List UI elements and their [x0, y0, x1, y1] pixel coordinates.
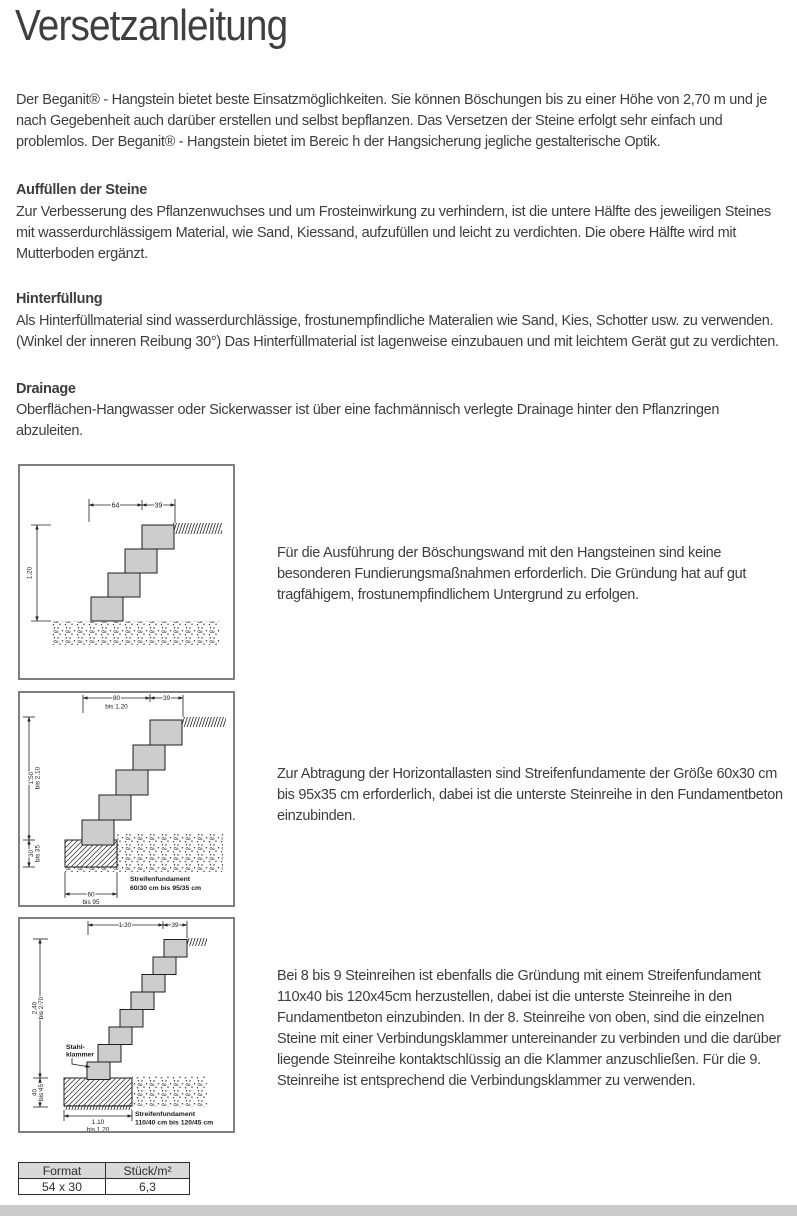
dimension-foundation-width: [64, 1110, 132, 1131]
dim-foundwidth-bis120: bis 1.20: [86, 1126, 110, 1131]
foundation-note-line1: Streifenfundament: [130, 876, 191, 883]
stone: [131, 992, 154, 1010]
slope-soil-hatch: [182, 717, 226, 727]
figure-2-drawing: [20, 693, 233, 905]
stone: [82, 820, 114, 845]
dim-top-39: 39: [154, 502, 163, 510]
table-row: [19, 1179, 190, 1195]
slope-soil-hatch: [173, 523, 222, 534]
table-header-stueck: Stück/m²: [106, 1163, 190, 1179]
ground-stipple: [132, 1076, 207, 1107]
figure-1-caption: Für die Ausführung der Böschungswand mit den Hangsteinen sind keine besonderen Fundierungsmaßnahmen erforderlich. Die Gründung hat auf gut tragfähigem, frostunempfindlichem Untergrund zu erfolgen.: [277, 545, 747, 603]
stone: [153, 957, 176, 975]
figure-3-drawing: [20, 919, 233, 1131]
dimension-height: [32, 939, 49, 1107]
dim-foundwidth-110: 1.10: [91, 1119, 105, 1126]
stone: [99, 795, 131, 820]
strip-foundation: [64, 1078, 132, 1106]
dim-height-120: 1,20: [26, 566, 34, 580]
format-table: [18, 1162, 190, 1195]
foundation-note: [130, 876, 201, 892]
section-heading-auffuellen: Auffüllen der Steine: [16, 182, 147, 198]
dim-top-64: 64: [111, 502, 120, 510]
dim-top-80: 80: [112, 695, 121, 703]
foundation-note: [135, 1111, 213, 1127]
stone: [142, 975, 165, 993]
dim-height-150: 1.50: [28, 771, 35, 785]
dim-foundwidth-60: 60: [87, 891, 95, 899]
dimension-top: [83, 694, 183, 717]
stone: [91, 597, 123, 621]
dim-height-240: 2.40: [31, 1001, 39, 1015]
section-heading-drainage: Drainage: [16, 381, 76, 397]
dimension-height: [27, 525, 52, 621]
dim-founddepth-40: 40: [31, 1088, 39, 1097]
stone: [164, 940, 187, 958]
foundation-note-line2: 60/30 cm bis 95/35 cm: [130, 885, 202, 892]
clamp-label-line1: Stahl-: [66, 1044, 85, 1051]
page-title: Versetzanleitung: [15, 1, 288, 50]
clamp-label-line2: klammer: [66, 1051, 94, 1059]
stone: [150, 720, 182, 745]
stones: [82, 720, 182, 845]
figure-2-caption: Zur Abtragung der Horizontallasten sind Streifenfundamente der Größe 60x30 cm bis 95x35 cm erforderlich, dabei ist die unterste Steinreihe in den Fundamentbeton einzubinden.: [277, 766, 783, 824]
stones: [91, 525, 174, 621]
table-cell-format: 54 x 30: [19, 1179, 106, 1195]
dim-top-bis120: bis 1.20: [105, 703, 128, 711]
dim-founddepth-bis45: bis 45: [38, 1083, 45, 1102]
stone: [116, 770, 148, 795]
foundation-note-line1: Streifenfundament: [135, 1111, 196, 1118]
stone: [109, 1027, 132, 1045]
dimension-height: [23, 717, 42, 867]
section-body-drainage: Oberflächen-Hangwasser oder Sickerwasser ist über eine fachmännisch verlegte Drainage hinter den Pflanzringen abzuleiten.: [16, 402, 720, 439]
table-cell-stueck: 6,3: [106, 1179, 190, 1195]
foundation-note-line2: 110/40 cm bis 120/45 cm: [135, 1119, 214, 1127]
section-heading-hinterfuellung: Hinterfüllung: [16, 291, 103, 307]
dim-top-130: 1.30: [118, 922, 132, 930]
dimension-top: [88, 921, 187, 938]
dimension-foundation-width: [65, 872, 117, 905]
section-body-hinterfuellung: Als Hinterfüllmaterial sind wasserdurchlässige, frostunempfindliche Materalien wie Sand, Kies, Schotter usw. zu verwenden. (Winkel der inneren Reibung 30°) Das Hinterfüllmaterial ist lagenweise einzubauen und mit leichtem Gerät gut zu verdichten.: [16, 313, 779, 350]
section-body-auffuellen: Zur Verbesserung des Pflanzenwuchses und um Frosteinwirkung zu verhindern, ist die untere Hälfte des jeweiligen Steines mit wasserdurchlässigem Material, wie Sand, Kiessand, aufzufüllen und leicht zu verdichten. Die obere Hälfte wird mit Mutterboden ergänzt.: [16, 204, 771, 262]
table-header-row: [19, 1163, 190, 1179]
figure-wall-4-rows: [18, 464, 235, 680]
dim-top-39: 39: [162, 695, 171, 703]
stone: [98, 1045, 121, 1063]
stone: [142, 525, 174, 549]
stone: [125, 549, 157, 573]
dim-founddepth-bis35: bis 35: [34, 844, 42, 863]
stone: [120, 1010, 143, 1028]
stone: [133, 745, 165, 770]
figure-wall-5-rows: [18, 691, 235, 907]
table-header-format: Format: [19, 1163, 106, 1179]
figure-3-caption: Bei 8 bis 9 Steinreihen ist ebenfalls die Gründung mit einem Streifenfundament 110x40 bis 120x45cm herzustellen, dabei ist die unterste Steinreihe in den Fundamentbeton einzubinden. In der 8. Steinreihe von oben, sind die einzelnen Steine mit einer Verbindungsklammer untereinander zu verbinden und die darüber liegende Steinreihe kontaktschlüssig an die Klammer anzuschließen. Für die 9. Steinreihe ist entsprechend die Verbindungsklammer zu verwenden.: [277, 968, 781, 1089]
dim-top-39: 39: [171, 922, 179, 930]
dim-foundwidth-bis95: bis 95: [82, 899, 100, 905]
figure-wall-8-rows: [18, 917, 235, 1133]
ground-stipple: [52, 621, 220, 645]
dim-founddepth-30: 30: [28, 849, 35, 858]
dim-height-bis270: bis 2.70: [38, 996, 45, 1020]
stones: [87, 940, 187, 1080]
page-bottom-bar: [0, 1205, 797, 1216]
stone: [108, 573, 140, 597]
figure-1-drawing: [20, 466, 233, 678]
dimension-top: [89, 499, 175, 523]
intro-paragraph: Der Beganit® - Hangstein bietet beste Einsatzmöglichkeiten. Sie können Böschungen bis zu einer Höhe von 2,70 m und je nach Gegebenheit auch darüber erstellen und selbst bepflanzen. Das Versetzen der Steine erfolgt sehr einfach und problemlos. Der Beganit® - Hangstein bietet im Bereic h der Hangsicherung jegliche gestalterische Optik.: [16, 92, 768, 150]
dim-height-bis210: bis 2.10: [34, 766, 42, 790]
stone: [87, 1062, 110, 1080]
